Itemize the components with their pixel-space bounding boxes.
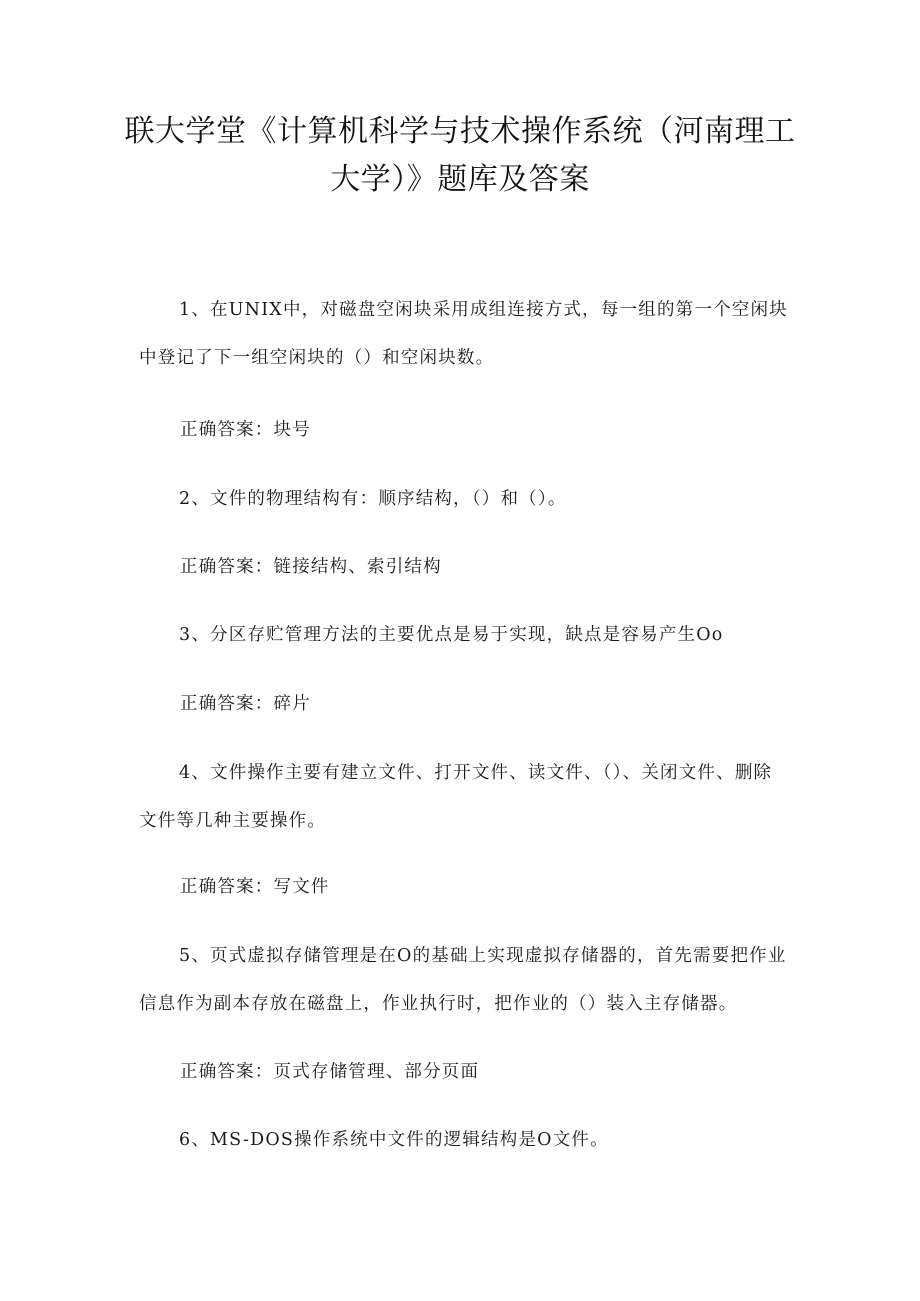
question-5: 5、页式虚拟存储管理是在O的基础上实现虚拟存储器的，首先需要把作业信息作为副本存放在磁盘上，作业执行时，把作业的（）装入主存储器。 [139,946,787,1014]
question-6: 6、MS-DOS操作系统中文件的逻辑结构是O文件。 [179,1130,609,1150]
question-1: 1、在UNIX中，对磁盘空闲块采用成组连接方式，每一组的第一个空闲块中登记了下一组空闲块的（）和空闲块数。 [139,300,788,368]
answer-2 [180,543,780,591]
answer-label: 正确答案： [180,1062,274,1082]
question-2: 2、文件的物理结构有：顺序结构，（）和（）。 [179,489,567,509]
answer-1 [180,406,780,454]
answer-5 [180,1048,780,1096]
question-3: 3、分区存贮管理方法的主要优点是易于实现，缺点是容易产生Oo [179,625,724,645]
answer-value: 页式存储管理、部分页面 [273,1062,480,1082]
answer-value: 写文件 [273,877,330,897]
answer-value: 链接结构、索引结构 [273,557,442,577]
answer-4 [180,863,780,911]
answer-value: 块号 [273,420,311,440]
answer-label: 正确答案： [180,694,274,714]
document-title: 联大学堂《计算机科学与技术操作系统（河南理工大学）》题库及答案 [124,114,796,197]
answer-3 [180,680,780,728]
answer-label: 正确答案： [180,557,274,577]
question-4: 4、文件操作主要有建立文件、打开文件、读文件、（）、关闭文件、删除文件等几种主要操作。 [139,763,773,831]
answer-label: 正确答案： [180,877,274,897]
answer-label: 正确答案： [180,420,274,440]
answer-value: 碎片 [273,694,311,714]
